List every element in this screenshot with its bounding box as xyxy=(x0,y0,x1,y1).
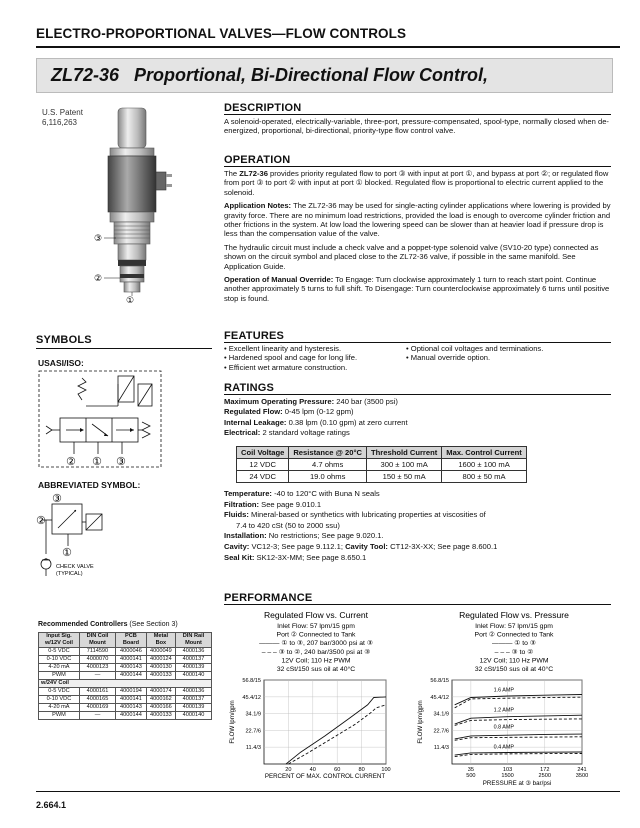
table-cell: 0-5 VDC xyxy=(39,648,80,656)
table-row xyxy=(237,459,527,471)
table-cell: 4000169 xyxy=(79,704,115,712)
ratings-specs-2 xyxy=(224,489,611,563)
cavity-value: VC12-3; See page 9.112.1; xyxy=(251,541,343,551)
table-cell: — xyxy=(79,672,115,680)
table-cell: PWM xyxy=(39,672,80,680)
electrical-value: 2 standard voltage ratings xyxy=(262,428,350,438)
x-tick-label: 60 xyxy=(334,767,341,773)
usasi-label: USASI/ISO: xyxy=(38,358,84,368)
x-tick-label: 103 1500 xyxy=(501,767,514,779)
operation-para-1 xyxy=(224,169,611,197)
manual-override-text: To Engage: Turn clockwise approximately 1 turn to reach start point. Continue another approximately 5 turns to full shift. To Disengage: Turn counterclockwise approximately 6 turns until positive stop is found. xyxy=(224,275,610,303)
operation-rule xyxy=(224,166,611,167)
table-cell: 4000137 xyxy=(175,656,211,664)
op-p1-model: ZL72-36 xyxy=(239,169,268,178)
temp-label: Temperature: xyxy=(224,489,272,498)
patent-label: U.S. Patent xyxy=(42,108,83,117)
ratings-heading: RATINGS xyxy=(224,382,275,394)
series-line xyxy=(455,752,582,755)
rec-col-header: DIN Rail Mount xyxy=(175,633,211,648)
chart-flow-vs-current xyxy=(224,606,409,788)
y-axis-label: FLOW lpm/gpm xyxy=(417,700,424,744)
filtration-value: See page 9.010.1 xyxy=(261,499,322,509)
elec-col-header: Max. Control Current xyxy=(442,447,527,459)
plot-frame xyxy=(264,680,386,764)
series-line xyxy=(455,695,582,705)
recommended-table xyxy=(38,632,212,720)
app-notes-label: Application Notes: xyxy=(224,201,292,211)
regulated-flow xyxy=(224,407,611,417)
features-heading: FEATURES xyxy=(224,330,285,342)
y-tick-label: 22.7/6 xyxy=(433,728,449,735)
usasi-port-1: ① xyxy=(92,456,102,468)
seal-kit xyxy=(224,553,611,564)
elec-col-header: Coil Voltage xyxy=(237,447,289,459)
rec-col-header: Metal Box xyxy=(146,633,175,648)
series-line xyxy=(455,697,582,708)
leakage-label: Internal Leakage: xyxy=(224,417,287,427)
y-tick-label: 45.4/12 xyxy=(242,694,261,701)
table-cell: 0-10 VDC xyxy=(39,696,80,704)
table-cell: 4000194 xyxy=(116,688,147,696)
ratings-rule xyxy=(224,394,611,395)
table-cell: 4000124 xyxy=(146,656,175,664)
features-right xyxy=(406,344,611,363)
table-cell: 4-20 mA xyxy=(39,704,80,712)
table-cell: 300 ± 100 mA xyxy=(367,459,442,471)
rec-24v-subheader: w/24V Coil xyxy=(39,680,212,688)
curve-annotation: 1.2 AMP xyxy=(493,707,514,714)
table-cell: 12 VDC xyxy=(237,459,289,471)
application-notes xyxy=(224,201,611,239)
table-cell: 0-10 VDC xyxy=(39,656,80,664)
table-cell: 4000136 xyxy=(175,688,211,696)
table-cell: 4000140 xyxy=(175,712,211,720)
x-tick-label: 241 3500 xyxy=(575,767,589,779)
curve-annotation: 0.4 AMP xyxy=(493,744,514,751)
table-cell: 4000144 xyxy=(116,672,147,680)
table-cell: 1600 ± 100 mA xyxy=(442,459,527,471)
table-cell: 19.0 ohms xyxy=(289,471,367,483)
y-tick-label: 11.4/3 xyxy=(433,745,449,752)
install-value: No restrictions; See page 9.020.1. xyxy=(268,531,384,541)
y-tick-label: 56.8/15 xyxy=(430,678,449,684)
title-bar xyxy=(36,58,613,93)
temp-value: -40 to 120°C with Buna N seals xyxy=(274,489,380,498)
table-cell: 4000139 xyxy=(175,704,211,712)
usasi-port-2: ② xyxy=(66,456,76,468)
table-subheader-row xyxy=(39,680,212,688)
y-tick-label: 34.1/9 xyxy=(433,711,449,718)
feature-text: Excellent linearity and hysteresis. xyxy=(228,344,342,353)
x-tick-label: 80 xyxy=(358,767,365,773)
description-rule xyxy=(224,114,611,115)
table-cell: 800 ± 50 mA xyxy=(442,471,527,483)
recommended-title xyxy=(38,621,178,628)
performance-rule xyxy=(224,604,611,605)
chart-subtitle-line: 12V Coil; 110 Hz PWM xyxy=(281,657,351,665)
usasi-port-3: ③ xyxy=(116,456,126,468)
chart-subtitle-line: Port ② Connected to Tank xyxy=(276,631,356,639)
table-row xyxy=(39,688,212,696)
table-cell: 4000070 xyxy=(79,656,115,664)
valve-illustration xyxy=(80,104,190,304)
table-cell: 0-5 VDC xyxy=(39,688,80,696)
elec-col-header: Resistance @ 20°C xyxy=(289,447,367,459)
symbols-heading: SYMBOLS xyxy=(36,334,92,346)
illus-port-2: ② xyxy=(94,273,103,283)
chart-subtitle-line: ——— ① to ③, 207 bar/3000 psi at ③ xyxy=(259,640,373,648)
y-tick-label: 11.4/3 xyxy=(245,745,261,752)
x-tick-label: 20 xyxy=(285,767,292,773)
table-cell: 4000136 xyxy=(175,648,211,656)
table-cell: 4000140 xyxy=(175,672,211,680)
filtration xyxy=(224,500,611,511)
illus-port-1: ① xyxy=(126,295,135,305)
table-cell: 4000174 xyxy=(146,688,175,696)
max-pressure-label: Maximum Operating Pressure: xyxy=(224,397,335,406)
cavity-label: Cavity: xyxy=(224,541,250,551)
electrical-label: Electrical: xyxy=(224,428,261,438)
page-number: 2.664.1 xyxy=(36,800,67,810)
feature-item: • Excellent linearity and hysteresis. xyxy=(224,344,342,353)
cavity xyxy=(224,542,611,553)
table-cell: 4-20 mA xyxy=(39,664,80,672)
features-left xyxy=(224,344,404,372)
max-pressure-value: 240 bar (3500 psi) xyxy=(336,397,398,406)
product-name: Proportional, Bi-Directional Flow Control, xyxy=(134,65,489,85)
table-cell: 4.7 ohms xyxy=(289,459,367,471)
y-axis-label: FLOW lpm/gpm xyxy=(229,700,236,744)
curve-annotation: 1.6 AMP xyxy=(493,687,514,694)
chart-subtitle-line: Inlet Flow: 57 lpm/15 gpm xyxy=(277,623,355,630)
table-cell: 4000143 xyxy=(116,664,147,672)
seal-kit-value: SK12-3X-MM; See page 8.650.1 xyxy=(256,552,367,562)
series-line xyxy=(455,737,582,741)
curve-annotation: 0.8 AMP xyxy=(493,724,514,731)
chart-subtitle-line: Inlet Flow: 57 lpm/15 gpm xyxy=(475,623,553,630)
table-cell: 4000165 xyxy=(79,696,115,704)
feature-item: • Hardened spool and cage for long life. xyxy=(224,353,358,363)
symbols-rule xyxy=(36,348,212,349)
chart-subtitle-line: Port ② Connected to Tank xyxy=(474,631,554,639)
op-p1-text: provides priority regulated flow to port ③ with input at port ①, and bypass at port ②; or regulated flow from port ③ to port ② with input at port ① blocked. Regulated flow is proportional to electric current applied to the solenoid. xyxy=(224,169,609,197)
model-number: ZL72-36 xyxy=(51,65,120,85)
table-cell: 4000139 xyxy=(175,664,211,672)
table-cell: 4000141 xyxy=(116,656,147,664)
chart-subtitle-line: – – – ③ to ② xyxy=(494,648,534,656)
chart-title: Regulated Flow vs. Current xyxy=(263,610,369,620)
temperature xyxy=(224,489,611,500)
feature-item: • Manual override option. xyxy=(406,353,491,363)
usasi-symbol xyxy=(38,370,163,470)
rec-col-header: DIN Coil Mount xyxy=(79,633,115,648)
feature-text: Efficient wet armature construction. xyxy=(228,362,348,372)
chart-subtitle-line: 32 cSt/150 sus oil at 40°C xyxy=(276,666,356,673)
table-row xyxy=(39,696,212,704)
y-tick-label: 34.1/9 xyxy=(245,711,261,718)
table-cell: 150 ± 50 mA xyxy=(367,471,442,483)
table-cell: PWM xyxy=(39,712,80,720)
series-line xyxy=(455,754,582,757)
fluids-viscosity: 7.4 to 420 cSt (50 to 2000 ssu) xyxy=(236,520,340,530)
table-cell: 4000049 xyxy=(146,648,175,656)
chart-title: Regulated Flow vs. Pressure xyxy=(459,610,569,620)
table-cell: 4000130 xyxy=(146,664,175,672)
abbrev-port-3: ③ xyxy=(52,493,62,505)
category-header: ELECTRO-PROPORTIONAL VALVES—FLOW CONTROLS xyxy=(36,26,407,41)
check-valve-label: CHECK VALVE xyxy=(56,564,94,570)
x-tick-label: 40 xyxy=(309,767,316,773)
abbrev-label: ABBREVIATED SYMBOL: xyxy=(38,480,141,490)
leakage-value: 0.38 lpm (0.10 gpm) at zero current xyxy=(288,417,408,427)
header-rule xyxy=(36,46,620,48)
chart-flow-vs-pressure xyxy=(414,606,614,788)
x-tick-label: 35 500 xyxy=(466,767,476,779)
table-row xyxy=(237,471,527,483)
op-p1-lead: The xyxy=(224,169,238,178)
elec-col-header: Threshold Current xyxy=(367,447,442,459)
rec-col-header: PCB Board xyxy=(116,633,147,648)
x-tick-label: 172 2500 xyxy=(538,767,552,779)
electrical-table xyxy=(236,446,527,483)
series-line xyxy=(455,719,582,726)
chart-subtitle-line: 32 cSt/150 sus oil at 40°C xyxy=(474,666,554,673)
page-title xyxy=(51,65,488,86)
table-cell: 4000141 xyxy=(116,696,147,704)
cavity-tool-label: Cavity Tool: xyxy=(345,541,388,551)
feature-text: Manual override option. xyxy=(410,353,491,363)
table-cell: 4000133 xyxy=(146,672,175,680)
abbrev-port-2: ② xyxy=(36,515,46,527)
y-tick-label: 45.4/12 xyxy=(430,694,449,701)
fluids-value: Mineral-based or synthetics with lubricating properties at viscosities of xyxy=(251,510,486,520)
manual-override xyxy=(224,275,611,303)
table-cell: 7114590 xyxy=(79,648,115,656)
y-tick-label: 56.8/15 xyxy=(242,678,261,684)
feature-item: • Optional coil voltages and terminations. xyxy=(406,344,544,353)
fluids xyxy=(224,510,611,521)
table-row xyxy=(39,712,212,720)
series-line xyxy=(455,734,582,739)
table-cell: — xyxy=(79,712,115,720)
description-heading: DESCRIPTION xyxy=(224,102,302,114)
x-axis-label: PERCENT OF MAX. CONTROL CURRENT xyxy=(264,773,386,780)
abbreviated-symbol xyxy=(38,490,178,585)
patent-number: 6,116,263 xyxy=(42,118,77,127)
install-label: Installation: xyxy=(224,531,267,541)
table-cell: 4000123 xyxy=(79,664,115,672)
cavity-tool-value: CT12-3X-XX; See page 8.600.1 xyxy=(390,541,498,551)
feature-text: Optional coil voltages and terminations. xyxy=(410,344,544,353)
chart-subtitle-line: – – – ③ to ②, 240 bar/3500 psi at ③ xyxy=(261,648,371,656)
table-row xyxy=(39,664,212,672)
reg-flow-value: 0-45 lpm (0-12 gpm) xyxy=(284,407,354,417)
operation-heading: OPERATION xyxy=(224,154,291,166)
table-cell: 24 VDC xyxy=(237,471,289,483)
feature-text: Hardened spool and cage for long life. xyxy=(228,353,358,363)
table-cell: 4000166 xyxy=(146,704,175,712)
table-row xyxy=(39,656,212,664)
electrical xyxy=(224,428,611,438)
max-pressure xyxy=(224,397,611,407)
table-cell: 4000133 xyxy=(146,712,175,720)
table-row xyxy=(39,648,212,656)
features-rule xyxy=(224,342,611,343)
table-row xyxy=(39,704,212,712)
y-tick-label: 22.7/6 xyxy=(245,728,261,735)
reg-flow-label: Regulated Flow: xyxy=(224,407,283,417)
table-cell: 4000161 xyxy=(79,688,115,696)
chart-subtitle-line: 12V Coil; 110 Hz PWM xyxy=(479,657,549,665)
fluids-label: Fluids: xyxy=(224,510,249,520)
table-cell: 4000143 xyxy=(116,704,147,712)
x-axis-label: PRESSURE at ③ bar/psi xyxy=(482,780,552,787)
rec-col-header: Input Sig. w/12V Coil xyxy=(39,633,80,648)
manual-override-label: Operation of Manual Override: xyxy=(224,275,334,285)
app-notes-text: The ZL72-36 may be used for single-acting cylinder applications where lowering is provided by gravity force. There are no minimum load restrictions, provided the load is enough to overcome cylinder friction and other frictions in the system. At low load the lowering speed can be slower than at heavier load if pressure drop is less than the compensation value of the valve. xyxy=(224,201,611,239)
x-tick-label: 100 xyxy=(381,767,391,773)
internal-leakage xyxy=(224,418,611,428)
table-row xyxy=(39,672,212,680)
performance-heading: PERFORMANCE xyxy=(224,592,313,604)
filtration-label: Filtration: xyxy=(224,499,260,509)
recommended-heading: Recommended Controllers xyxy=(38,621,128,628)
check-valve-sublabel: (TYPICAL) xyxy=(56,571,83,577)
patent-info xyxy=(42,108,83,128)
footer-rule xyxy=(36,791,620,792)
abbrev-port-1: ① xyxy=(62,547,72,559)
seal-kit-label: Seal Kit: xyxy=(224,552,255,562)
table-cell: 4000144 xyxy=(116,712,147,720)
ratings-specs xyxy=(224,397,611,439)
series-line xyxy=(455,715,582,724)
chart-subtitle-line: ——— ① to ③ xyxy=(492,640,536,648)
description-text: A solenoid-operated, electrically-variable, three-port, pressure-compensated, spool-type, normally closed when de-energized, proportional, bi-directional, priority-type flow control valve. xyxy=(224,117,609,136)
plot-frame xyxy=(452,680,582,764)
feature-item: • Efficient wet armature construction. xyxy=(224,362,348,372)
installation xyxy=(224,531,611,542)
hydraulic-circuit-note: The hydraulic circuit must include a check valve and a poppet-type solenoid valve (SV10-20 type) connected as shown on the circuit symbol and placed close to the ZL72-36 valve, if possible in the same manifold. See Application Guide. xyxy=(224,242,599,271)
illus-port-3: ③ xyxy=(94,233,103,243)
table-cell: 4000046 xyxy=(116,648,147,656)
operation-text xyxy=(224,169,611,307)
table-cell: 4000137 xyxy=(175,696,211,704)
table-cell: 4000162 xyxy=(146,696,175,704)
recommended-note: (See Section 3) xyxy=(129,621,178,628)
